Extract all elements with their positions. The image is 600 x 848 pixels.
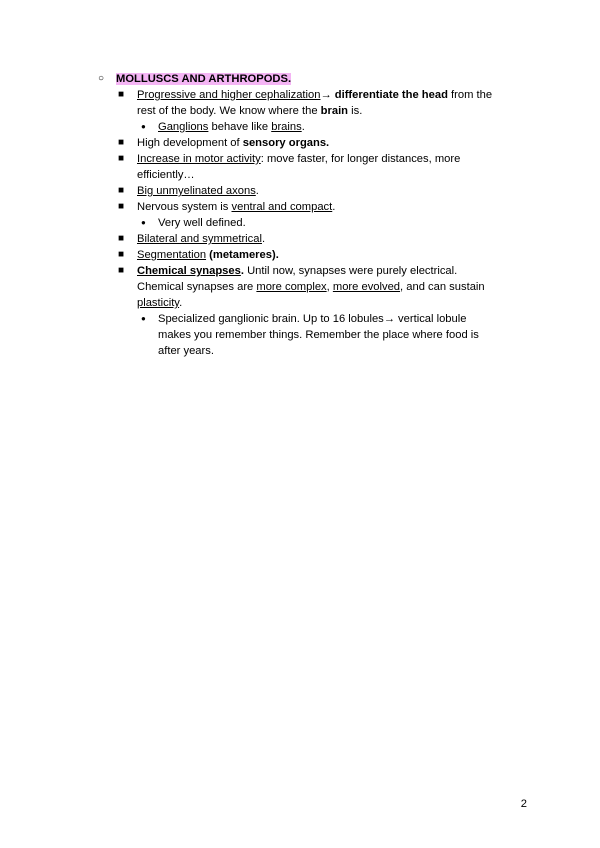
- highlighted-heading-text: MOLLUSCS AND ARTHROPODS.: [116, 73, 292, 85]
- square-bullet: ■: [118, 265, 125, 276]
- list-item-continuation: efficiently…: [137, 169, 195, 181]
- sub-list-item: Very well defined.: [158, 217, 246, 229]
- square-bullet: ■: [118, 249, 125, 260]
- list-item-continuation: Chemical synapses are more complex, more evolved, and can sustain: [137, 281, 485, 293]
- sub-list-item-continuation: after years.: [158, 345, 214, 357]
- square-bullet: ■: [118, 137, 125, 148]
- list-item-continuation: plasticity.: [137, 297, 183, 309]
- list-item: Bilateral and symmetrical.: [137, 233, 266, 245]
- square-bullet: ■: [118, 153, 125, 164]
- list-item-continuation: rest of the body. We know where the brain is.: [137, 105, 363, 117]
- sub-list-item: Specialized ganglionic brain. Up to 16 lobules→ vertical lobule: [158, 313, 467, 325]
- square-bullet: ■: [118, 185, 125, 196]
- list-item: Segmentation (metameres).: [137, 249, 279, 261]
- list-item: Progressive and higher cephalization→ differentiate the head from the: [137, 89, 493, 101]
- square-bullet: ■: [118, 89, 125, 100]
- list-item: High development of sensory organs.: [137, 137, 330, 149]
- list-item: Nervous system is ventral and compact.: [137, 201, 336, 213]
- list-item: Big unmyelinated axons.: [137, 185, 259, 197]
- filled-circle-bullet: ●: [141, 122, 146, 131]
- sub-list-item: Ganglions behave like brains.: [158, 121, 305, 133]
- list-item: Increase in motor activity: move faster, for longer distances, more: [137, 153, 461, 165]
- filled-circle-bullet: ●: [141, 314, 146, 323]
- filled-circle-bullet: ●: [141, 218, 146, 227]
- list-item: Chemical synapses. Until now, synapses were purely electrical.: [137, 265, 458, 277]
- page-number: 2: [520, 798, 527, 810]
- square-bullet: ■: [118, 201, 125, 212]
- section-heading: [116, 71, 291, 87]
- sub-list-item-continuation: makes you remember things. Remember the place where food is: [158, 329, 479, 341]
- hollow-circle-bullet: ○: [98, 73, 105, 84]
- square-bullet: ■: [118, 233, 125, 244]
